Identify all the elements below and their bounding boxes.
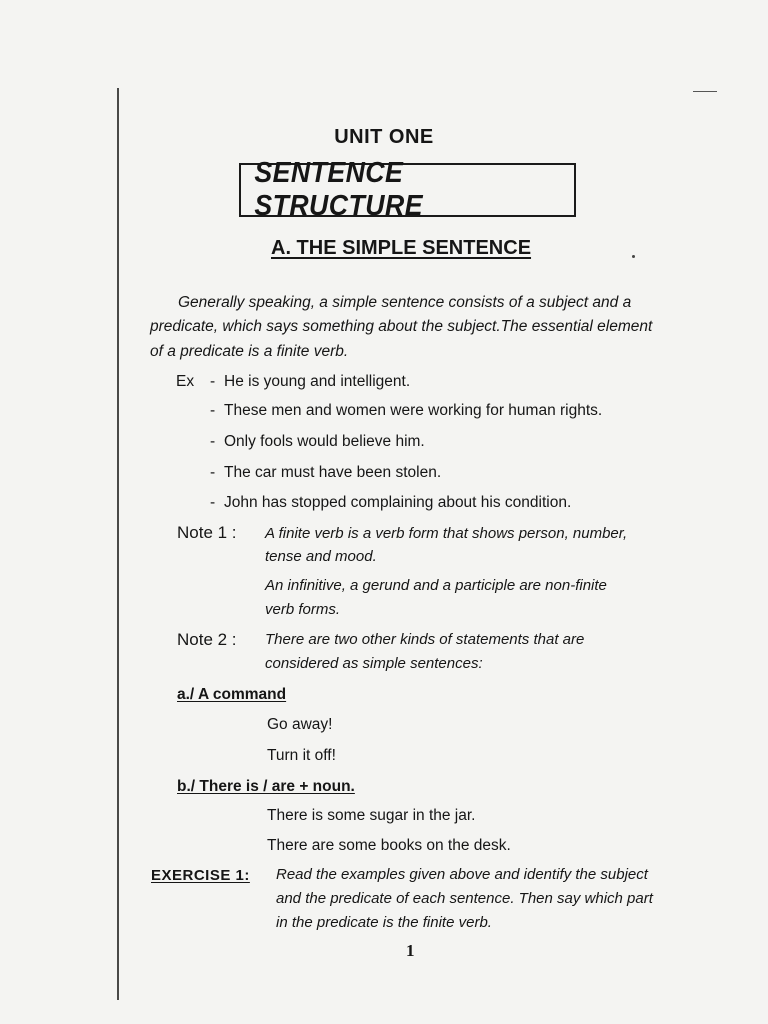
intro-line: predicate, which says something about the subject.The essential element — [150, 318, 653, 335]
example-item: Only fools would believe him. — [224, 433, 425, 450]
example-dash: - — [210, 373, 216, 390]
example-item: He is young and intelligent. — [224, 373, 411, 390]
note2-label: Note 2 : — [177, 630, 237, 649]
note1-line: An infinitive, a gerund and a participle are non-finite — [265, 577, 607, 594]
command-heading: a./ A command — [177, 686, 287, 703]
chapter-title: SENTENCE STRUCTURE — [254, 157, 423, 222]
example-item: These men and women were working for human rights. — [224, 402, 603, 419]
exercise-line: and the predicate of each sentence. Then say which part — [276, 890, 653, 907]
left-margin-line — [117, 88, 119, 1000]
example-dash: - — [210, 464, 216, 481]
example-item: John has stopped complaining about his condition. — [224, 494, 572, 511]
examples-label: Ex — [176, 373, 195, 390]
there-is-item: There is some sugar in the jar. — [267, 807, 476, 824]
example-item: The car must have been stolen. — [224, 464, 442, 481]
note2-line: There are two other kinds of statements that are — [265, 631, 585, 648]
note2-line: considered as simple sentences: — [265, 655, 483, 672]
example-dash: - — [210, 402, 216, 419]
exercise-line: Read the examples given above and identify the subject — [276, 866, 648, 883]
note1-line: verb forms. — [265, 601, 341, 618]
page-number: 1 — [406, 941, 415, 960]
intro-line: of a predicate is a finite verb. — [150, 343, 349, 360]
command-item: Go away! — [267, 716, 333, 733]
unit-title: UNIT ONE — [334, 126, 434, 148]
there-is-heading: b./ There is / are + noun. — [177, 778, 355, 795]
section-heading: A. THE SIMPLE SENTENCE — [271, 237, 532, 259]
scan-mark — [693, 91, 717, 92]
example-dash: - — [210, 433, 216, 450]
exercise-label: EXERCISE 1: — [151, 867, 250, 884]
exercise-line: in the predicate is the finite verb. — [276, 914, 492, 931]
note1-line: tense and mood. — [265, 548, 377, 565]
note1-label: Note 1 : — [177, 523, 237, 542]
there-is-item: There are some books on the desk. — [267, 837, 511, 854]
scan-speck — [632, 255, 635, 258]
chapter-title-box — [239, 157, 576, 222]
intro-line: Generally speaking, a simple sentence consists of a subject and a — [178, 294, 632, 311]
note1-line: A finite verb is a verb form that shows person, number, — [265, 525, 628, 542]
example-dash: - — [210, 494, 216, 511]
command-item: Turn it off! — [267, 747, 336, 764]
